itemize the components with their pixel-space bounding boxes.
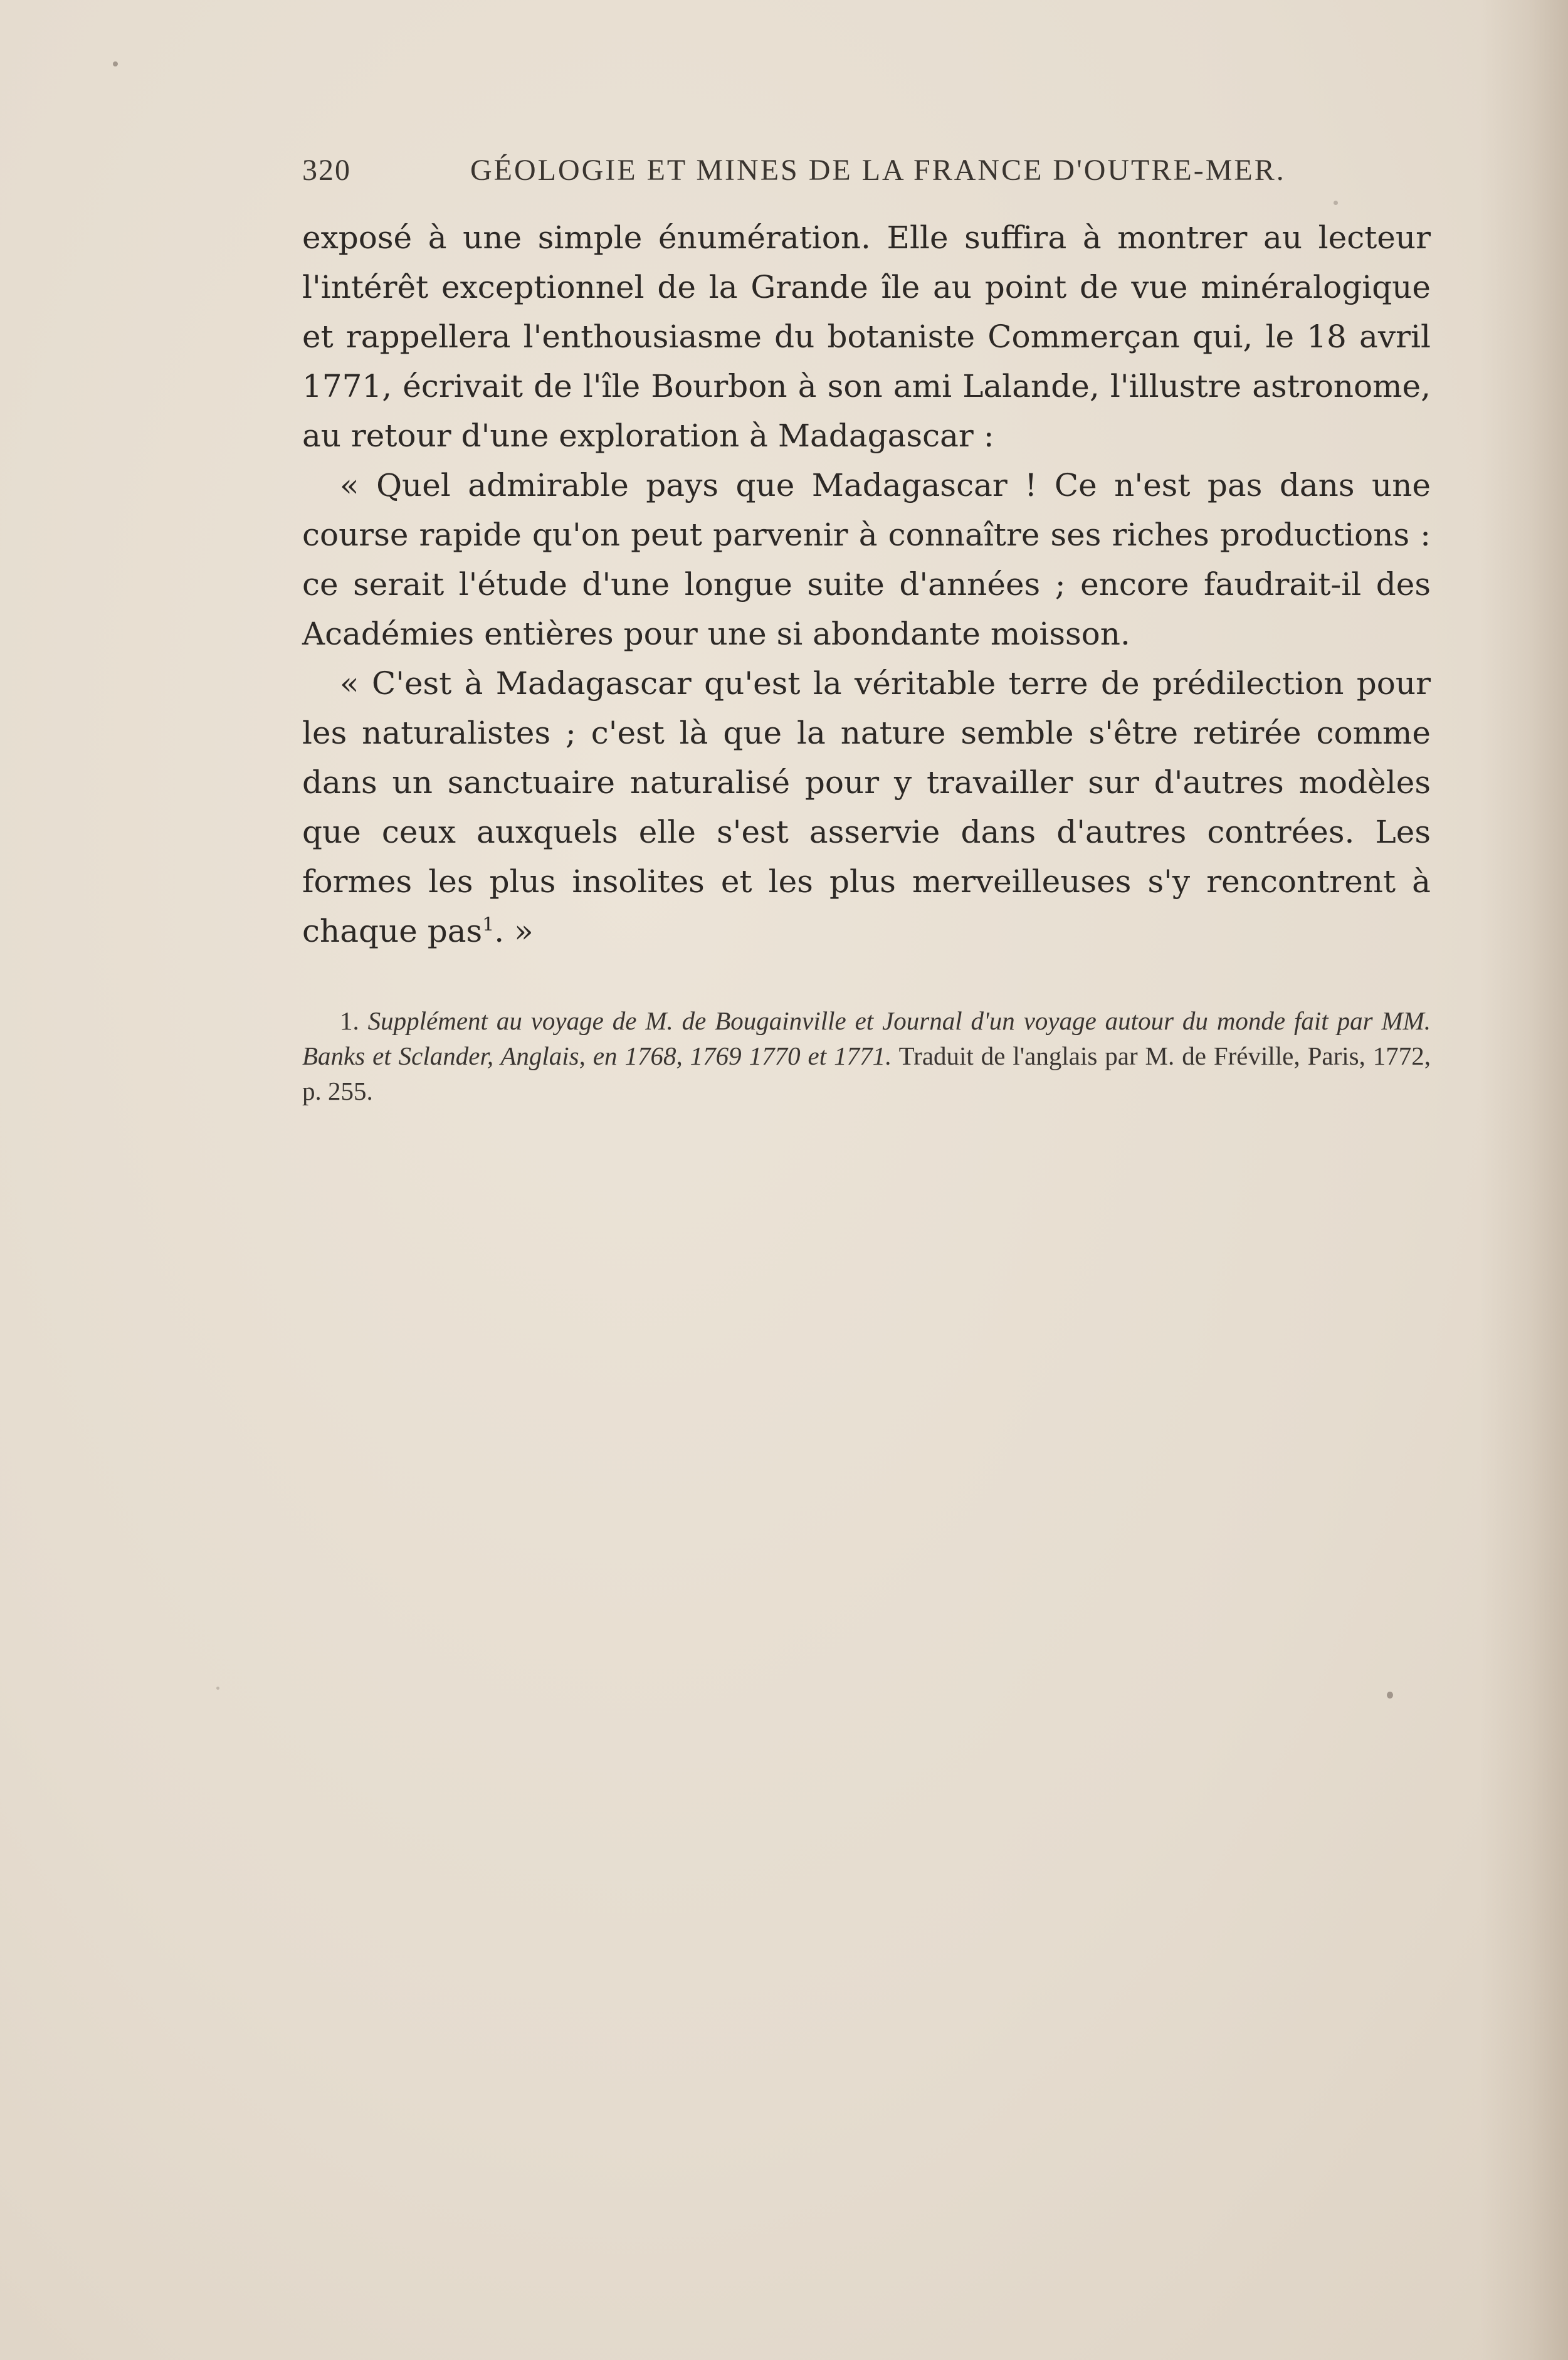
paper-speck (1334, 201, 1338, 205)
footnotes (302, 1003, 1431, 1109)
running-head (302, 153, 1544, 197)
page-number: 320 (302, 154, 351, 187)
footnote-1 (302, 1003, 1431, 1109)
footnote-reference[interactable]: 1 (482, 914, 495, 936)
paper-speck (216, 1687, 219, 1690)
paragraph-3-end: . » (494, 913, 534, 949)
footnote-number: 1. (340, 1006, 359, 1035)
paragraph-3-text: « C'est à Madagascar qu'est la véritable terre de prédilection pour les naturalistes ; c'est là que la nature semble s'être retirée comme dans un sanctuaire naturalisé pour y travailler sur d'autres modèles que ceux auxquels elle s'est asservie dans d'autres contrées. Les formes les plus insolites et les plus merveilleuses s'y rencontrent à chaque pas (302, 665, 1431, 949)
paragraph-3 (302, 659, 1431, 956)
paper-speck (113, 61, 118, 66)
paragraph-1: exposé à une simple énumération. Elle suffira à montrer au lecteur l'intérêt exceptionnel de la Grande île au point de vue minéralogique et rappellera l'enthousiasme du botaniste Commerçan qui, le 18 avril 1771, écrivait de l'île Bourbon à son ami Lalande, l'illustre astronome, au retour d'une exploration à Madagascar : (302, 219, 1431, 454)
running-title: GÉOLOGIE ET MINES DE LA FRANCE D'OUTRE-MER. (470, 154, 1286, 187)
paper-speck (1387, 1692, 1393, 1699)
paragraph-2: « Quel admirable pays que Madagascar ! Ce n'est pas dans une course rapide qu'on peut parvenir à connaître ses riches productions : ce serait l'étude d'une longue suite d'années ; encore faudrait-il des Académies entières pour une si abondante moisson. (302, 467, 1431, 652)
footnote-italic-text: Supplément au voyage de M. de Bougainville et Journal d'un voyage autour du monde fait par MM. Banks et Sclander, Anglais, en 1768, 1769 1770 et 1771. (302, 1006, 1431, 1070)
footnote-roman-text: Traduit de l'anglais par M. de Fréville, Paris, 1772, p. 255. (302, 1041, 1431, 1105)
body-text (302, 213, 1431, 956)
